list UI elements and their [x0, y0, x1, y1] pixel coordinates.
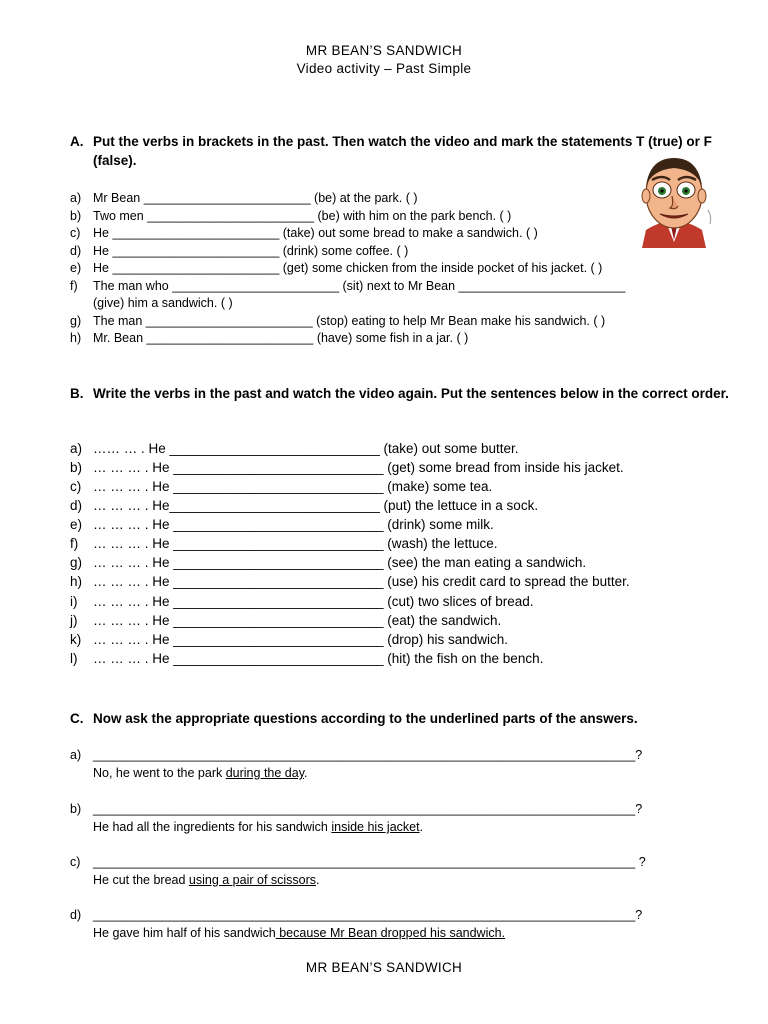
page-subtitle: Video activity – Past Simple — [296, 61, 472, 76]
section-c-letter: C. — [70, 711, 84, 726]
page-title: MR BEAN’S SANDWICH — [305, 43, 463, 58]
section-c-answer: No, he went to the park during the day. — [93, 766, 308, 780]
underlined-part: during the day — [225, 766, 305, 780]
section-c-answer: He gave him half of his sandwich because Mr Bean dropped his sandwich. — [93, 926, 506, 940]
footer-title: MR BEAN’S SANDWICH — [305, 960, 463, 975]
section-c-heading — [70, 709, 730, 728]
section-b-instruction: Write the verbs in the past and watch the video again. Put the sentences below in the correct order. — [93, 386, 729, 401]
section-a-instruction: Put the verbs in brackets in the past. Then watch the video and mark the statements T (true) or F (false). — [93, 134, 712, 168]
underlined-part: using a pair of scissors — [188, 873, 317, 887]
underlined-part: inside his jacket — [331, 820, 420, 834]
section-a-heading — [70, 132, 730, 170]
mr-bean-caricature-icon — [632, 152, 716, 248]
worksheet-page: MR BEAN’S SANDWICH Video activity – Past Simple A. Put the verbs in brackets in the past. Then watch the video and mark the statements T (true) or F (false). a) Mr Bean ________________________ (be) at the park. ( ) b) Two men ________________________ (be) with him on the park bench. ( ) c) He ________________________ (take) out some bread to make a sandwich. ( ) d) He ________________________ (drink) some coffee. ( ) e) He ________________________ (get) some chicken from the inside pocket of his jacket. ( ) f) The man who ________________________ (sit) next to Mr Bean ________________________ (give) him a sandwich. ( ) g) The man ________________________ (stop) eating to help Mr Bean make his sandwich. ( ) h) Mr. Bean ________________________ (have) some fish in a jar. ( ) B. Write the verbs in the past and watch the video again. Put the sentences below in the correct order. a) …… … . He ____________________________ (take) out some butter. b) … … … . He ____________________________ (get) some bread from inside his jacket. c) … … … . He ____________________________ (make) some tea. d) … … … . He____________________________ (put) the lettuce in a sock. e) … … … . He ____________________________ (drink) some milk. f) … … … . He ____________________________ (wash) the lettuce. g) … … … . He ____________________________ (see) the man eating a sandwich. h) … … … . He ____________________________ (use) his credit card to spread the butter. i) … … … . He ____________________________ (cut) two slices of bread. j) … … … . He ____________________________ (eat) the sandwich. k) … … … . He ____________________________ (drop) his sandwich. l) … … … . He ____________________________ (hit) the fish on the bench. C. Now ask the appropriate questions according to the underlined parts of the answers. a) ______________________________________________________________________________? No, he went to the park during the day. b) ______________________________________________________________________________? He had all the ingredients for his sandwich inside his jacket. c) ______________________________________________________________________________ ? He cut the bread using a pair of scissors. d) ______________________________________________________________________________? He gave him half of his sandwich because Mr Bean dropped his sandwich. MR BEAN’S SANDWICH — [0, 0, 768, 1024]
section-b-letter: B. — [70, 386, 84, 401]
section-b-heading — [70, 384, 730, 403]
section-c-answer: He had all the ingredients for his sandwich inside his jacket. — [93, 820, 424, 834]
section-c-answer: He cut the bread using a pair of scissors. — [93, 873, 320, 887]
underlined-part: because Mr Bean dropped his sandwich. — [275, 926, 506, 940]
section-c-instruction: Now ask the appropriate questions according to the underlined parts of the answers. — [93, 711, 638, 726]
section-a-letter: A. — [70, 134, 84, 149]
